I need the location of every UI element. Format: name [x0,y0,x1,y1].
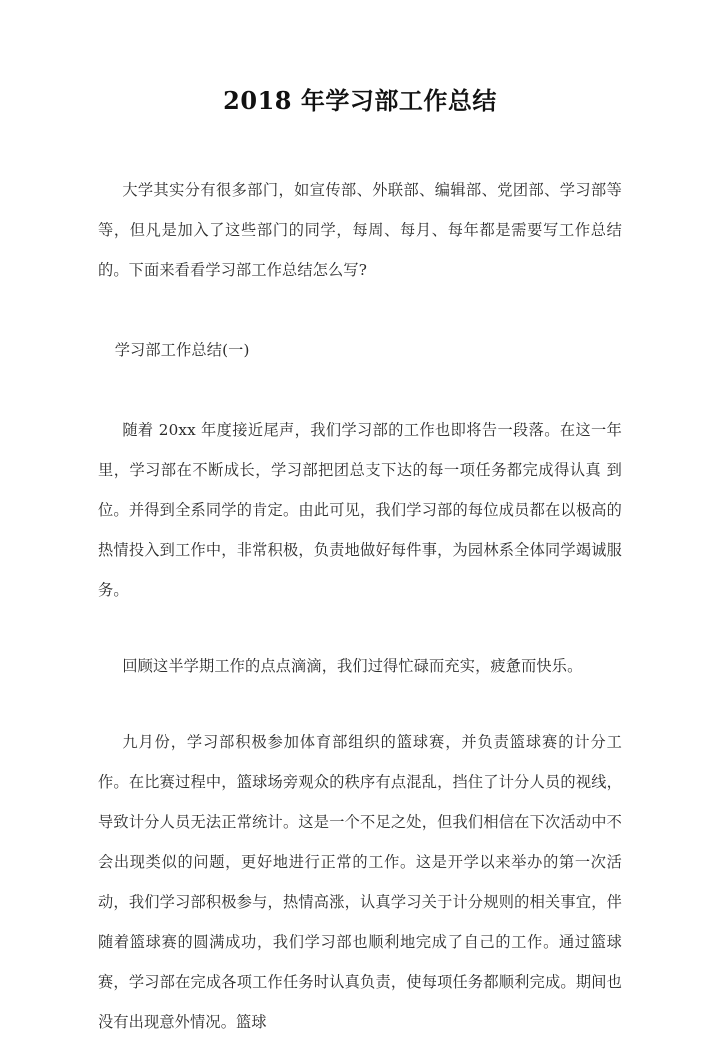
intro-paragraph: 大学其实分有很多部门，如宣传部、外联部、编辑部、党团部、学习部等等，但凡是加入了这些部门的同学，每周、每月、每年都是需要写工作总结的。下面来看看学习部工作总结怎么写? [98,181,622,279]
body-paragraph-2: 回顾这半学期工作的点点滴滴，我们过得忙碌而充实，疲惫而快乐。 [122,657,583,675]
paragraph-gap-2 [98,370,622,410]
document-body [98,78,622,1042]
body-paragraph-3: 九月份，学习部积极参加体育部组织的篮球赛，并负责篮球赛的计分工作。在比赛过程中，篮球场旁观众的秩序有点混乱，挡住了计分人员的视线，导致计分人员无法正常统计。这是一个不足之处，但我们相信在下次活动中不会出现类似的问题，更好地进行正常的工作。这是开学以来举办的第一次活动，我们学习部积极参与，热情高涨，认真学习关于计分规则的相关事宜，伴随着篮球赛的圆满成功，我们学习部也顺利地完成了自己的工作。通过篮球赛，学习部在完成各项工作任务时认真负责，使每项任务都顺利完成。期间也没有出现意外情况。篮球 [98,733,622,1031]
paragraph-gap-3 [98,610,622,646]
section-heading-one: 学习部工作总结(一) [114,341,250,359]
paragraph-gap-1 [98,290,622,330]
title-spacer [98,116,622,170]
paragraph-gap-4 [98,686,622,722]
body-paragraph-1: 随着 20xx 年度接近尾声，我们学习部的工作也即将告一段落。在这一年里，学习部在不断成长，学习部把团总支下达的每一项任务都完成得认真 到位。并得到全系同学的肯定。由此可见，我们学习部的每位成员都在以极高的热情投入到工作中，非常积极，负责地做好每件事，为园林系全体同学竭诚服务。 [98,421,622,599]
page-title: 2018 年学习部工作总结 [223,86,497,115]
